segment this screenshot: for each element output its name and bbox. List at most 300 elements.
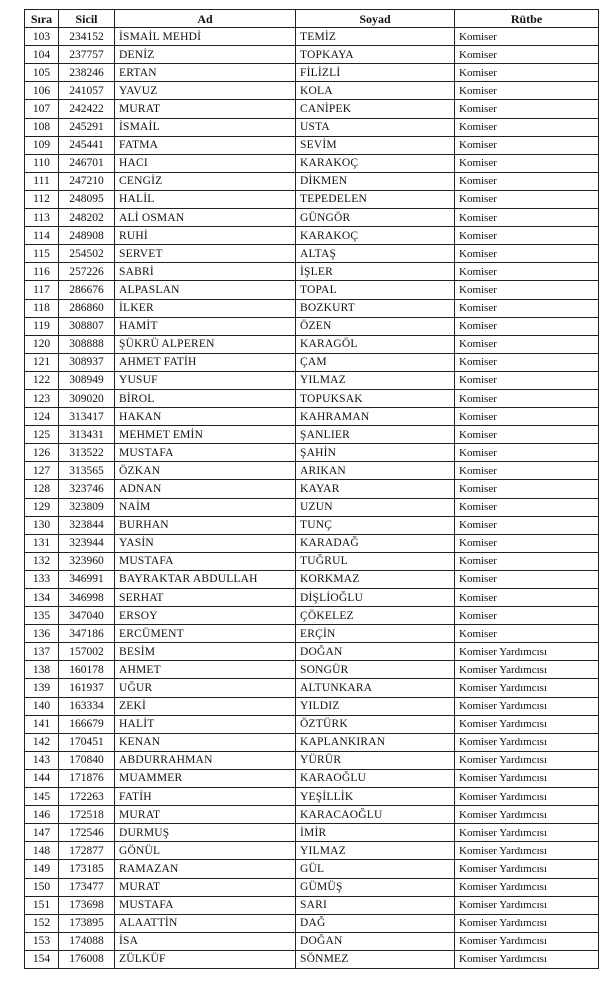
cell-sicil: 173895	[59, 914, 115, 932]
cell-rutbe: Komiser	[455, 353, 599, 371]
table-row	[25, 28, 599, 46]
cell-sicil: 286860	[59, 299, 115, 317]
cell-rutbe: Komiser Yardımcısı	[455, 806, 599, 824]
cell-sira: 130	[25, 516, 59, 534]
cell-soyad: YILMAZ	[296, 371, 455, 389]
cell-sicil: 308949	[59, 371, 115, 389]
cell-sicil: 313565	[59, 462, 115, 480]
cell-rutbe: Komiser Yardımcısı	[455, 788, 599, 806]
cell-sira: 121	[25, 353, 59, 371]
cell-soyad: GÜMÜŞ	[296, 878, 455, 896]
cell-sicil: 246701	[59, 154, 115, 172]
cell-sicil: 308888	[59, 335, 115, 353]
table-row	[25, 552, 599, 570]
cell-ad: İLKER	[115, 299, 296, 317]
cell-sira: 146	[25, 806, 59, 824]
cell-sira: 139	[25, 679, 59, 697]
cell-rutbe: Komiser Yardımcısı	[455, 661, 599, 679]
cell-rutbe: Komiser Yardımcısı	[455, 769, 599, 787]
table-row	[25, 408, 599, 426]
cell-sicil: 323746	[59, 480, 115, 498]
cell-sira: 145	[25, 788, 59, 806]
cell-soyad: KARAGÖL	[296, 335, 455, 353]
table-row	[25, 824, 599, 842]
cell-sicil: 176008	[59, 950, 115, 968]
cell-rutbe: Komiser Yardımcısı	[455, 950, 599, 968]
cell-soyad: KOLA	[296, 82, 455, 100]
cell-soyad: KORKMAZ	[296, 570, 455, 588]
table-row	[25, 172, 599, 190]
cell-ad: YUSUF	[115, 371, 296, 389]
cell-sira: 112	[25, 190, 59, 208]
cell-rutbe: Komiser Yardımcısı	[455, 697, 599, 715]
header-sira: Sıra	[25, 10, 59, 28]
cell-sira: 154	[25, 950, 59, 968]
cell-soyad: KAYAR	[296, 480, 455, 498]
table-row	[25, 136, 599, 154]
cell-sira: 128	[25, 480, 59, 498]
cell-ad: HAKAN	[115, 408, 296, 426]
personnel-table	[24, 9, 599, 969]
cell-ad: MURAT	[115, 806, 296, 824]
cell-ad: ABDURRAHMAN	[115, 751, 296, 769]
cell-ad: FATİH	[115, 788, 296, 806]
cell-ad: İSMAİL MEHDİ	[115, 28, 296, 46]
cell-soyad: İŞLER	[296, 263, 455, 281]
cell-soyad: BOZKURT	[296, 299, 455, 317]
table-row	[25, 733, 599, 751]
cell-rutbe: Komiser	[455, 299, 599, 317]
table-row	[25, 444, 599, 462]
cell-sicil: 323944	[59, 534, 115, 552]
header-rutbe: Rütbe	[455, 10, 599, 28]
cell-sira: 137	[25, 643, 59, 661]
cell-ad: CENGİZ	[115, 172, 296, 190]
cell-rutbe: Komiser	[455, 371, 599, 389]
cell-soyad: ALTUNKARA	[296, 679, 455, 697]
cell-soyad: KARACAOĞLU	[296, 806, 455, 824]
table-row	[25, 607, 599, 625]
cell-rutbe: Komiser	[455, 462, 599, 480]
cell-rutbe: Komiser	[455, 28, 599, 46]
cell-ad: ŞÜKRÜ ALPEREN	[115, 335, 296, 353]
cell-rutbe: Komiser	[455, 552, 599, 570]
table-row	[25, 625, 599, 643]
cell-ad: RUHİ	[115, 227, 296, 245]
cell-sicil: 308807	[59, 317, 115, 335]
cell-ad: MURAT	[115, 878, 296, 896]
cell-rutbe: Komiser Yardımcısı	[455, 932, 599, 950]
cell-sicil: 248202	[59, 209, 115, 227]
cell-sira: 125	[25, 426, 59, 444]
cell-sicil: 172518	[59, 806, 115, 824]
cell-ad: AHMET	[115, 661, 296, 679]
cell-rutbe: Komiser	[455, 263, 599, 281]
cell-soyad: ÖZTÜRK	[296, 715, 455, 733]
cell-sicil: 172263	[59, 788, 115, 806]
cell-rutbe: Komiser	[455, 534, 599, 552]
cell-ad: DENİZ	[115, 46, 296, 64]
cell-sicil: 166679	[59, 715, 115, 733]
cell-rutbe: Komiser	[455, 408, 599, 426]
cell-sira: 153	[25, 932, 59, 950]
cell-ad: ADNAN	[115, 480, 296, 498]
cell-ad: ALPASLAN	[115, 281, 296, 299]
table-row	[25, 715, 599, 733]
cell-sira: 109	[25, 136, 59, 154]
cell-soyad: KAHRAMAN	[296, 408, 455, 426]
cell-ad: AHMET FATİH	[115, 353, 296, 371]
cell-sira: 104	[25, 46, 59, 64]
cell-rutbe: Komiser	[455, 607, 599, 625]
cell-rutbe: Komiser Yardımcısı	[455, 643, 599, 661]
cell-sira: 114	[25, 227, 59, 245]
cell-sicil: 247210	[59, 172, 115, 190]
cell-soyad: YILMAZ	[296, 842, 455, 860]
cell-ad: DURMUŞ	[115, 824, 296, 842]
cell-soyad: KARAKOÇ	[296, 154, 455, 172]
cell-sicil: 245441	[59, 136, 115, 154]
cell-rutbe: Komiser	[455, 480, 599, 498]
cell-sira: 107	[25, 100, 59, 118]
cell-soyad: ŞAHİN	[296, 444, 455, 462]
cell-sira: 144	[25, 769, 59, 787]
table-row	[25, 299, 599, 317]
cell-ad: İSA	[115, 932, 296, 950]
cell-sira: 152	[25, 914, 59, 932]
header-ad: Ad	[115, 10, 296, 28]
cell-rutbe: Komiser Yardımcısı	[455, 914, 599, 932]
cell-soyad: TUNÇ	[296, 516, 455, 534]
cell-sicil: 313522	[59, 444, 115, 462]
cell-sira: 106	[25, 82, 59, 100]
cell-soyad: KARAOĞLU	[296, 769, 455, 787]
cell-soyad: DOĞAN	[296, 643, 455, 661]
cell-sira: 147	[25, 824, 59, 842]
table-row	[25, 190, 599, 208]
table-row	[25, 263, 599, 281]
cell-sicil: 170840	[59, 751, 115, 769]
cell-ad: SABRİ	[115, 263, 296, 281]
cell-ad: MURAT	[115, 100, 296, 118]
cell-ad: GÖNÜL	[115, 842, 296, 860]
cell-sicil: 313417	[59, 408, 115, 426]
cell-sira: 119	[25, 317, 59, 335]
cell-sicil: 286676	[59, 281, 115, 299]
cell-rutbe: Komiser	[455, 118, 599, 136]
cell-sicil: 157002	[59, 643, 115, 661]
table-row	[25, 46, 599, 64]
cell-soyad: DİKMEN	[296, 172, 455, 190]
table-header-row	[25, 10, 599, 28]
cell-sira: 118	[25, 299, 59, 317]
cell-ad: ZEKİ	[115, 697, 296, 715]
cell-soyad: GÜL	[296, 860, 455, 878]
cell-sicil: 161937	[59, 679, 115, 697]
cell-sira: 148	[25, 842, 59, 860]
table-row	[25, 570, 599, 588]
cell-sira: 135	[25, 607, 59, 625]
cell-soyad: SONGÜR	[296, 661, 455, 679]
cell-ad: ALİ OSMAN	[115, 209, 296, 227]
cell-sicil: 234152	[59, 28, 115, 46]
cell-soyad: UZUN	[296, 498, 455, 516]
cell-soyad: SÖNMEZ	[296, 950, 455, 968]
cell-rutbe: Komiser Yardımcısı	[455, 896, 599, 914]
table-row	[25, 679, 599, 697]
cell-sicil: 323960	[59, 552, 115, 570]
cell-rutbe: Komiser Yardımcısı	[455, 860, 599, 878]
cell-rutbe: Komiser	[455, 154, 599, 172]
cell-ad: ERSOY	[115, 607, 296, 625]
cell-rutbe: Komiser	[455, 570, 599, 588]
table-row	[25, 589, 599, 607]
table-row	[25, 335, 599, 353]
cell-soyad: ÇAM	[296, 353, 455, 371]
cell-ad: İSMAİL	[115, 118, 296, 136]
cell-rutbe: Komiser	[455, 209, 599, 227]
cell-sicil: 172877	[59, 842, 115, 860]
cell-sicil: 173698	[59, 896, 115, 914]
table-row	[25, 534, 599, 552]
header-soyad: Soyad	[296, 10, 455, 28]
cell-soyad: YILDIZ	[296, 697, 455, 715]
cell-soyad: İMİR	[296, 824, 455, 842]
cell-rutbe: Komiser Yardımcısı	[455, 715, 599, 733]
cell-ad: MEHMET EMİN	[115, 426, 296, 444]
table-row	[25, 426, 599, 444]
cell-rutbe: Komiser	[455, 245, 599, 263]
cell-sicil: 160178	[59, 661, 115, 679]
table-row	[25, 100, 599, 118]
table-row	[25, 462, 599, 480]
cell-ad: YASİN	[115, 534, 296, 552]
cell-soyad: DOĞAN	[296, 932, 455, 950]
cell-sira: 113	[25, 209, 59, 227]
cell-sicil: 245291	[59, 118, 115, 136]
cell-sicil: 257226	[59, 263, 115, 281]
cell-sicil: 254502	[59, 245, 115, 263]
cell-sicil: 346998	[59, 589, 115, 607]
cell-sira: 149	[25, 860, 59, 878]
cell-rutbe: Komiser	[455, 82, 599, 100]
table-row	[25, 860, 599, 878]
cell-rutbe: Komiser	[455, 589, 599, 607]
cell-ad: ÖZKAN	[115, 462, 296, 480]
cell-soyad: DAĞ	[296, 914, 455, 932]
cell-ad: UĞUR	[115, 679, 296, 697]
header-sicil: Sicil	[59, 10, 115, 28]
cell-ad: SERVET	[115, 245, 296, 263]
table-row	[25, 896, 599, 914]
cell-ad: HALİT	[115, 715, 296, 733]
cell-soyad: KAPLANKIRAN	[296, 733, 455, 751]
table-row	[25, 697, 599, 715]
cell-soyad: KARAKOÇ	[296, 227, 455, 245]
cell-soyad: DİŞLİOĞLU	[296, 589, 455, 607]
cell-ad: MUSTAFA	[115, 552, 296, 570]
cell-ad: ALAATTİN	[115, 914, 296, 932]
cell-sicil: 323844	[59, 516, 115, 534]
cell-sicil: 347040	[59, 607, 115, 625]
cell-sicil: 170451	[59, 733, 115, 751]
cell-rutbe: Komiser	[455, 136, 599, 154]
cell-ad: BAYRAKTAR ABDULLAH	[115, 570, 296, 588]
table-row	[25, 661, 599, 679]
cell-sicil: 313431	[59, 426, 115, 444]
cell-sira: 110	[25, 154, 59, 172]
cell-ad: ERCÜMENT	[115, 625, 296, 643]
cell-sira: 151	[25, 896, 59, 914]
cell-rutbe: Komiser	[455, 389, 599, 407]
cell-ad: FATMA	[115, 136, 296, 154]
table-row	[25, 914, 599, 932]
cell-rutbe: Komiser Yardımcısı	[455, 679, 599, 697]
cell-sira: 129	[25, 498, 59, 516]
cell-ad: MUSTAFA	[115, 896, 296, 914]
cell-sicil: 309020	[59, 389, 115, 407]
cell-rutbe: Komiser	[455, 172, 599, 190]
cell-sira: 127	[25, 462, 59, 480]
table-row	[25, 769, 599, 787]
table-row	[25, 480, 599, 498]
cell-ad: RAMAZAN	[115, 860, 296, 878]
table-row	[25, 281, 599, 299]
cell-sicil: 238246	[59, 64, 115, 82]
cell-soyad: YÜRÜR	[296, 751, 455, 769]
cell-ad: ERTAN	[115, 64, 296, 82]
cell-soyad: USTA	[296, 118, 455, 136]
table-row	[25, 353, 599, 371]
cell-soyad: FİLİZLİ	[296, 64, 455, 82]
cell-soyad: TEPEDELEN	[296, 190, 455, 208]
cell-soyad: ALTAŞ	[296, 245, 455, 263]
cell-sira: 124	[25, 408, 59, 426]
cell-ad: BİROL	[115, 389, 296, 407]
cell-rutbe: Komiser	[455, 227, 599, 245]
cell-sicil: 163334	[59, 697, 115, 715]
cell-sicil: 241057	[59, 82, 115, 100]
table-row	[25, 82, 599, 100]
cell-sira: 138	[25, 661, 59, 679]
cell-rutbe: Komiser	[455, 281, 599, 299]
cell-sira: 140	[25, 697, 59, 715]
cell-rutbe: Komiser Yardımcısı	[455, 733, 599, 751]
cell-rutbe: Komiser	[455, 190, 599, 208]
cell-sicil: 242422	[59, 100, 115, 118]
cell-rutbe: Komiser	[455, 516, 599, 534]
cell-ad: KENAN	[115, 733, 296, 751]
cell-ad: ZÜLKÜF	[115, 950, 296, 968]
cell-sira: 122	[25, 371, 59, 389]
cell-soyad: SEVİM	[296, 136, 455, 154]
cell-rutbe: Komiser Yardımcısı	[455, 751, 599, 769]
cell-soyad: TOPKAYA	[296, 46, 455, 64]
cell-sicil: 347186	[59, 625, 115, 643]
cell-sira: 141	[25, 715, 59, 733]
cell-soyad: TOPUKSAK	[296, 389, 455, 407]
cell-sira: 105	[25, 64, 59, 82]
cell-sira: 111	[25, 172, 59, 190]
cell-soyad: SARI	[296, 896, 455, 914]
cell-soyad: ÖZEN	[296, 317, 455, 335]
table-row	[25, 788, 599, 806]
cell-sira: 116	[25, 263, 59, 281]
cell-sicil: 172546	[59, 824, 115, 842]
table-row	[25, 950, 599, 968]
cell-ad: HACI	[115, 154, 296, 172]
table-row	[25, 317, 599, 335]
table-row	[25, 389, 599, 407]
table-row	[25, 118, 599, 136]
table-row	[25, 227, 599, 245]
cell-ad: MUAMMER	[115, 769, 296, 787]
cell-rutbe: Komiser	[455, 444, 599, 462]
cell-ad: HAMİT	[115, 317, 296, 335]
cell-ad: YAVUZ	[115, 82, 296, 100]
cell-sicil: 173477	[59, 878, 115, 896]
cell-sira: 120	[25, 335, 59, 353]
cell-ad: BESİM	[115, 643, 296, 661]
cell-sicil: 248908	[59, 227, 115, 245]
cell-rutbe: Komiser Yardımcısı	[455, 878, 599, 896]
cell-soyad: GÜNGÖR	[296, 209, 455, 227]
cell-sicil: 171876	[59, 769, 115, 787]
table-row	[25, 842, 599, 860]
table-row	[25, 806, 599, 824]
cell-sira: 103	[25, 28, 59, 46]
cell-soyad: ÇÖKELEZ	[296, 607, 455, 625]
cell-soyad: KARADAĞ	[296, 534, 455, 552]
table-row	[25, 932, 599, 950]
cell-sicil: 173185	[59, 860, 115, 878]
cell-ad: HALİL	[115, 190, 296, 208]
cell-rutbe: Komiser	[455, 100, 599, 118]
cell-sira: 134	[25, 589, 59, 607]
cell-sira: 132	[25, 552, 59, 570]
table-row	[25, 516, 599, 534]
cell-rutbe: Komiser	[455, 64, 599, 82]
table-row	[25, 245, 599, 263]
cell-ad: SERHAT	[115, 589, 296, 607]
table-row	[25, 751, 599, 769]
cell-sira: 117	[25, 281, 59, 299]
cell-sira: 136	[25, 625, 59, 643]
table-row	[25, 643, 599, 661]
cell-sicil: 308937	[59, 353, 115, 371]
cell-soyad: YEŞİLLİK	[296, 788, 455, 806]
cell-sira: 123	[25, 389, 59, 407]
cell-ad: BURHAN	[115, 516, 296, 534]
cell-soyad: CANİPEK	[296, 100, 455, 118]
cell-sira: 142	[25, 733, 59, 751]
table-row	[25, 64, 599, 82]
cell-sicil: 346991	[59, 570, 115, 588]
cell-ad: NAİM	[115, 498, 296, 516]
cell-ad: MUSTAFA	[115, 444, 296, 462]
table-row	[25, 209, 599, 227]
cell-sira: 115	[25, 245, 59, 263]
cell-soyad: TUĞRUL	[296, 552, 455, 570]
cell-rutbe: Komiser	[455, 317, 599, 335]
cell-rutbe: Komiser	[455, 46, 599, 64]
cell-soyad: TOPAL	[296, 281, 455, 299]
cell-rutbe: Komiser	[455, 498, 599, 516]
cell-soyad: TEMİZ	[296, 28, 455, 46]
table-row	[25, 154, 599, 172]
cell-rutbe: Komiser	[455, 625, 599, 643]
cell-sira: 143	[25, 751, 59, 769]
